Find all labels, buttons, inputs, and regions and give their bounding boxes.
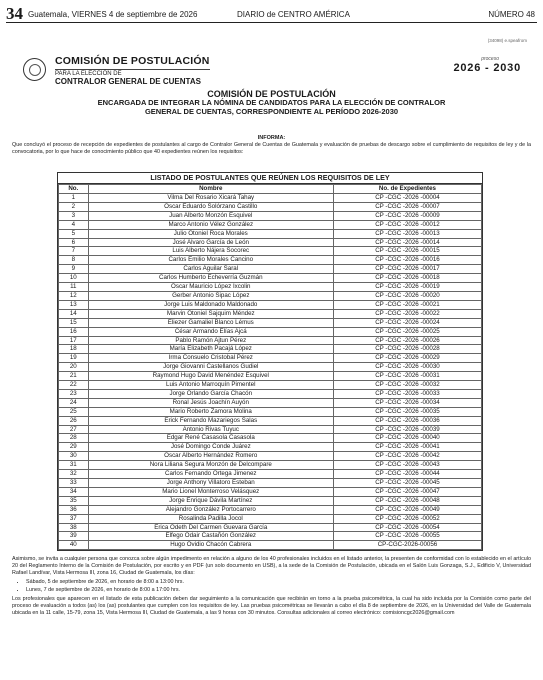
row-number: 30	[59, 452, 89, 461]
row-number: 11	[59, 283, 89, 292]
row-number: 20	[59, 363, 89, 372]
issue-number: NÚMERO 48	[488, 10, 535, 19]
applicant-name: Alejandro González Portocarrero	[88, 505, 333, 514]
file-number: CP -CGC -2026 -00018	[333, 274, 481, 283]
table-row	[59, 291, 482, 300]
row-number: 4	[59, 220, 89, 229]
file-number: CP -CGC -2026 -00040	[333, 434, 481, 443]
org-line2: PARA LA ELECCIÓN DE	[55, 69, 210, 77]
table-row	[59, 434, 482, 443]
applicant-name: Gerber Antonio Sipac López	[88, 291, 333, 300]
applicant-name: Juan Alberto Monzón Esquivel	[88, 211, 333, 220]
process-logo-years: 2026 - 2030	[453, 62, 521, 74]
table-row	[59, 398, 482, 407]
row-number: 18	[59, 345, 89, 354]
row-number: 12	[59, 291, 89, 300]
applicant-name: Erick Fernando Mazariegos Salas	[88, 416, 333, 425]
applicant-name: Carlos Fernando Ortega Jimenez	[88, 470, 333, 479]
file-number: CP -CGC -2026 -00029	[333, 354, 481, 363]
table-row	[59, 496, 482, 505]
applicant-name: Jorge Giovanni Castellanos Gudiel	[88, 363, 333, 372]
applicant-name: Mario Lionel Monterroso Velásquez	[88, 487, 333, 496]
applicant-name: Hugo Ovidio Chacón Cabrera	[88, 541, 333, 550]
table-row	[59, 505, 482, 514]
applicant-name: Marvin Otoniel Sajquim Méndez	[88, 309, 333, 318]
applicant-name: Carlos Emilio Morales Cancino	[88, 256, 333, 265]
schedule-item: • Sábado, 5 de septiembre de 2026, en horario de 8:00 a 13:00 hrs.	[26, 579, 531, 586]
row-number: 26	[59, 416, 89, 425]
header-file: No. de Expedientes	[333, 185, 481, 194]
row-number: 33	[59, 479, 89, 488]
table-row	[59, 220, 482, 229]
process-logo	[453, 56, 521, 74]
applicant-name: Rosalinda Padilla Jocol	[88, 514, 333, 523]
file-number: CP -CGC -2026 -00004	[333, 194, 481, 203]
row-number: 7	[59, 247, 89, 256]
applicant-name: Oscar Eduardo Solórzano Castillo	[88, 202, 333, 211]
file-number: CP -CGC -2026 -00022	[333, 309, 481, 318]
table-row	[59, 229, 482, 238]
applicant-name: Erica Odeth Del Carmen Guevara García	[88, 523, 333, 532]
applicants-list	[57, 172, 483, 551]
row-number: 15	[59, 318, 89, 327]
informa-label: INFORMA:	[257, 135, 286, 141]
page-number: 34	[6, 4, 23, 23]
table-row	[59, 479, 482, 488]
file-number: CP -CGC -2026 -00055	[333, 532, 481, 541]
table-row	[59, 238, 482, 247]
row-number: 40	[59, 541, 89, 550]
applicant-name: Luis Antonio Marroquín Pimentel	[88, 381, 333, 390]
table-row	[59, 532, 482, 541]
row-number: 27	[59, 425, 89, 434]
row-number: 13	[59, 300, 89, 309]
file-number: CP -CGC -2026 -00017	[333, 265, 481, 274]
file-number: CP -CGC -2026 -00045	[333, 479, 481, 488]
schedule-list	[12, 579, 531, 595]
applicant-name: Oscar Mauricio López Ixcolin	[88, 283, 333, 292]
table-row	[59, 381, 482, 390]
table-row	[59, 514, 482, 523]
table-row	[59, 309, 482, 318]
applicant-name: José Alvaro García de León	[88, 238, 333, 247]
applicant-name: María Elizabeth Pacajá López	[88, 345, 333, 354]
row-number: 37	[59, 514, 89, 523]
row-number: 3	[59, 211, 89, 220]
intro-paragraph: Que concluyó el proceso de recepción de expedientes de postulantes al cargo de Contralor General de Cuentas de Guatemala y evaluación de pruebas de descargo sobre el cumplimiento de requisitos de ley y de la convocatoria, por lo que hace de conocimiento público que 40 expedientes reúnen los requisitos:	[12, 142, 531, 155]
row-number: 21	[59, 372, 89, 381]
row-number: 1	[59, 194, 89, 203]
coat-of-arms-icon	[23, 58, 46, 81]
applicant-name: Marco Antonio Vélez González	[88, 220, 333, 229]
file-number: CP -CGC -2026 -00032	[333, 381, 481, 390]
file-number: CP -CGC -2026 -00035	[333, 407, 481, 416]
row-number: 8	[59, 256, 89, 265]
org-name: COMISIÓN DE POSTULACIÓN	[55, 55, 210, 67]
page-title: COMISIÓN DE POSTULACIÓN	[207, 89, 336, 99]
applicant-name: Jorge Enrique Dávila Martínez	[88, 496, 333, 505]
table-row	[59, 211, 482, 220]
newspaper-masthead	[6, 4, 537, 23]
applicant-name: Mario Roberto Zamora Molina	[88, 407, 333, 416]
table-body	[59, 194, 482, 550]
table-row	[59, 247, 482, 256]
table-row	[59, 274, 482, 283]
page-subtitle: ENCARGADA DE INTEGRAR LA NÓMINA DE CANDIDATOS PARA LA ELECCIÓN DE CONTRALOR GENERAL DE CUENTAS, CORRESPONDIENTE AL PERÍODO 2026-2030	[97, 98, 446, 116]
table-row	[59, 327, 482, 336]
table-row	[59, 336, 482, 345]
file-number: CP -CGC -2026 -00030	[333, 363, 481, 372]
table-row	[59, 202, 482, 211]
table-row	[59, 194, 482, 203]
file-number: CP -CGC -2026 -00012	[333, 220, 481, 229]
row-number: 2	[59, 202, 89, 211]
applicant-name: Raymond Hugo David Menéndez Esquivel	[88, 372, 333, 381]
row-number: 38	[59, 523, 89, 532]
row-number: 25	[59, 407, 89, 416]
applicant-name: Luis Alberto Nájera Socorec	[88, 247, 333, 256]
table-row	[59, 300, 482, 309]
file-number: CP -CGC -2026 -00026	[333, 336, 481, 345]
file-number: CP -CGC -2026 -00007	[333, 202, 481, 211]
file-number: CP -CGC -2026 -00031	[333, 372, 481, 381]
table-row	[59, 345, 482, 354]
table-header-row	[59, 185, 482, 194]
file-number: CP -CGC -2026 -00013	[333, 229, 481, 238]
file-number: CP -CGC -2026 -00021	[333, 300, 481, 309]
applicant-name: Nora Liliana Segura Monzón de Delcompare	[88, 461, 333, 470]
table-row	[59, 318, 482, 327]
row-number: 9	[59, 265, 89, 274]
file-number: CP -CGC -2026 -00025	[333, 327, 481, 336]
file-number: CP -CGC -2026 -00044	[333, 470, 481, 479]
applicant-name: Edgar René Casasola Casasola	[88, 434, 333, 443]
header-number: No.	[59, 185, 89, 194]
list-title: LISTADO DE POSTULANTES QUE REÚNEN LOS REQUISITOS DE LEY	[58, 173, 482, 184]
row-number: 24	[59, 398, 89, 407]
row-number: 23	[59, 389, 89, 398]
row-number: 32	[59, 470, 89, 479]
table-row	[59, 407, 482, 416]
applicant-name: Irma Consuelo Cristobal Pérez	[88, 354, 333, 363]
file-number: CP -CGC -2026 -00028	[333, 345, 481, 354]
file-number: CP -CGC -2026 -00041	[333, 443, 481, 452]
footer-paragraph-2: Los profesionales que aparecen en el listado de esta publicación deben dar seguimiento a la comunicación que recibirán en torno a la prueba psicométrica, la cual ha sido incluida por la Comisión como parte del proceso de evaluación a todos (as) los (as) postulantes que cumplen con los requisitos de ley. Las pruebas psicométricas se llevarán a cabo el día 8 de septiembre de 2026, en la Universidad del Valle de Guatemala ubicada en la 11 calle, 15-79, zona 15, Vista Hermosa III, Ciudad de Guatemala, a las 9 horas con 30 minutos. Consultas adicionales al correo electrónico: comisioncgc2026@gmail.com	[12, 595, 531, 616]
table-row	[59, 487, 482, 496]
applicant-name: Antonio Rivas Tuyuc	[88, 425, 333, 434]
table-row	[59, 389, 482, 398]
header-name: Nombre	[88, 185, 333, 194]
table-row	[59, 461, 482, 470]
footer-paragraph-1: Asimismo, se invita a cualquier persona que conozca sobre algún impedimento en relación a alguno de los 40 profesionales incluidos en el listado anterior, la presenten de conformidad con lo establecido en el artículo 20 del Reglamento Interno de la Comisión de Postulación, por escrito y en PDF (un solo documento en USB), a la sede de la Comisión de Postulación, ubicada en el Salón Luis Gonzaga, S.J., Edificio V, Universidad Rafael Landívar, Vista Hermosa III, zona 16, Ciudad de Guatemala, los días:	[12, 556, 531, 576]
table-row	[59, 523, 482, 532]
file-number: CP -CGC -2026 -00049	[333, 505, 481, 514]
row-number: 35	[59, 496, 89, 505]
row-number: 29	[59, 443, 89, 452]
row-number: 36	[59, 505, 89, 514]
row-number: 14	[59, 309, 89, 318]
applicants-table	[58, 184, 482, 550]
table-row	[59, 265, 482, 274]
applicant-name: Elfego Odair Castañón González	[88, 532, 333, 541]
client-code: (34098) e.speafrom	[487, 38, 527, 43]
file-number: CP -CGC -2026 -00054	[333, 523, 481, 532]
row-number: 5	[59, 229, 89, 238]
file-number: CP -CGC -2026 -00009	[333, 211, 481, 220]
table-row	[59, 452, 482, 461]
file-number: CP -CGC -2026 -00047	[333, 487, 481, 496]
file-number: CP -CGC -2026 -00048	[333, 496, 481, 505]
date-line: Guatemala, VIERNES 4 de septiembre de 2026	[28, 10, 198, 19]
row-number: 6	[59, 238, 89, 247]
applicant-name: Carlos Humberto Echeverría Guzmán	[88, 274, 333, 283]
newspaper-name: DIARIO de CENTRO AMÉRICA	[237, 10, 350, 19]
file-number: CP -CGC -2026 -00014	[333, 238, 481, 247]
applicant-name: Jorge Luis Maldonado Maldonado	[88, 300, 333, 309]
table-row	[59, 363, 482, 372]
table-row	[59, 256, 482, 265]
file-number: CP -CGC -2026 -00042	[333, 452, 481, 461]
file-number: CP -CGC -2026 -00016	[333, 256, 481, 265]
file-number: CP -CGC -2026 -00020	[333, 291, 481, 300]
applicant-name: Jorge Anthony Villatoro Esteban	[88, 479, 333, 488]
file-number: CP-CGC-2026-00056	[333, 541, 481, 550]
file-number: CP -CGC -2026 -00033	[333, 389, 481, 398]
file-number: CP -CGC -2026 -00015	[333, 247, 481, 256]
file-number: CP -CGC -2026 -00034	[333, 398, 481, 407]
table-row	[59, 443, 482, 452]
table-row	[59, 354, 482, 363]
row-number: 39	[59, 532, 89, 541]
table-row	[59, 372, 482, 381]
applicant-name: Vilma Del Rosario Xicará Tahay	[88, 194, 333, 203]
file-number: CP -CGC -2026 -00036	[333, 416, 481, 425]
applicant-name: Jorge Orlando García Chacón	[88, 389, 333, 398]
applicant-name: Ronal Jesús Joachín Auyón	[88, 398, 333, 407]
table-row	[59, 425, 482, 434]
row-number: 31	[59, 461, 89, 470]
row-number: 16	[59, 327, 89, 336]
applicant-name: César Armando Elías Ajcá	[88, 327, 333, 336]
file-number: CP -CGC -2026 -00024	[333, 318, 481, 327]
file-number: CP -CGC -2026 -00052	[333, 514, 481, 523]
row-number: 19	[59, 354, 89, 363]
applicant-name: Eliezer Gamaliel Blanco Lémus	[88, 318, 333, 327]
applicant-name: Julio Otoniel Roca Morales	[88, 229, 333, 238]
org-line3: CONTRALOR GENERAL DE CUENTAS	[55, 77, 201, 86]
process-logo-small: proceso	[481, 56, 499, 62]
footer-text	[12, 556, 531, 617]
row-number: 34	[59, 487, 89, 496]
table-row	[59, 283, 482, 292]
table-row	[59, 541, 482, 550]
file-number: CP -CGC -2026 -00043	[333, 461, 481, 470]
row-number: 22	[59, 381, 89, 390]
schedule-item: • Lunes, 7 de septiembre de 2026, en horario de 8:00 a 17:00 hrs.	[26, 587, 531, 594]
applicant-name: Pablo Ramón Ajtun Pérez	[88, 336, 333, 345]
file-number: CP -CGC -2026 -00039	[333, 425, 481, 434]
applicant-name: Carlos Aguilar Saral	[88, 265, 333, 274]
file-number: CP -CGC -2026 -00019	[333, 283, 481, 292]
org-block	[55, 55, 210, 86]
row-number: 28	[59, 434, 89, 443]
applicant-name: Oscar Alberto Hernández Romero	[88, 452, 333, 461]
row-number: 10	[59, 274, 89, 283]
table-row	[59, 416, 482, 425]
table-row	[59, 470, 482, 479]
applicant-name: José Domingo Conde Juárez	[88, 443, 333, 452]
row-number: 17	[59, 336, 89, 345]
